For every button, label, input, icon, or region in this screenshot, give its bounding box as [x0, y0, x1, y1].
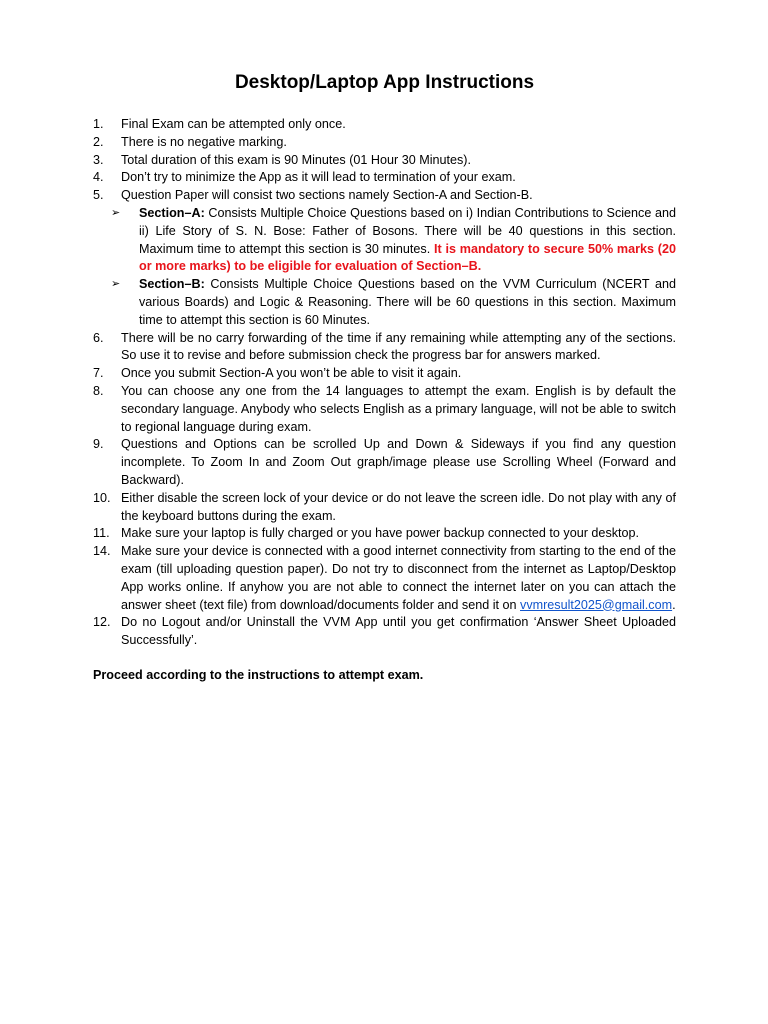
item-text: Total duration of this exam is 90 Minutes (01 Hour 30 Minutes).: [121, 152, 471, 167]
item-text: Once you submit Section-A you won’t be able to visit it again.: [121, 366, 462, 381]
list-item: [93, 525, 676, 543]
list-item: [93, 169, 676, 187]
email-link[interactable]: vvmresult2025@gmail.com: [520, 597, 673, 612]
item-text: You can choose any one from the 14 languages to attempt the exam. English is by default the secondary language. Anybody who selects English as a primary language, will not be able to switch to regional language during exam.: [121, 383, 676, 434]
item-text: Question Paper will consist two sections namely Section-A and Section-B.: [121, 188, 533, 203]
item-number: 5.: [93, 188, 104, 203]
item-text-with-email: [121, 543, 676, 614]
item-text: There is no negative marking.: [121, 134, 287, 149]
section-a-description: Consists Multiple Choice Questions based on i) Indian Contributions to Science and ii) Life Story of S. N. Bose: Father of Bosons. There will be 40 questions in this section. Maximum time to attempt this section is 30 minutes.: [139, 205, 676, 256]
section-b-label: Section–B:: [139, 277, 205, 292]
document-page: [93, 70, 676, 685]
section-b-item: [111, 276, 676, 329]
section-a-label: Section–A:: [139, 205, 205, 220]
instructions-list: [93, 116, 676, 205]
list-item: [93, 383, 676, 436]
item-text: There will be no carry forwarding of the time if any remaining while attempting any of the sections. So use it to revise and before submission check the progress bar for answers marked.: [121, 330, 676, 363]
arrow-bullet-icon: ➢: [111, 278, 121, 291]
item-text: Make sure your device is connected with a good internet connectivity from starting to the end of the exam (till uploading question paper). Do not try to disconnect from the internet as Laptop/Desktop App works online. If anyhow you are not able to connect the internet later on you can attach the answer sheet (text file) from download/documents folder and send it on: [121, 544, 676, 612]
arrow-bullet-icon: ➢: [111, 206, 121, 219]
list-item: [93, 116, 676, 134]
list-item: [93, 134, 676, 152]
section-a-mandatory-note: It is mandatory to secure 50% marks (20 or more marks) to be eligible for evaluation of Section–B.: [139, 241, 677, 274]
item-text: Questions and Options can be scrolled Up and Down & Sideways if you find any question incomplete. To Zoom In and Zoom Out graph/image please use Scrolling Wheel (Forward and Backward).: [121, 437, 676, 487]
item-text: Either disable the screen lock of your device or do not leave the screen idle. Do not play with any of the keyboard buttons during the exam.: [121, 490, 676, 523]
list-item: [93, 543, 676, 614]
item-number: 6.: [93, 330, 104, 345]
sections-sublist: [93, 205, 676, 330]
page-title: Desktop/Laptop App Instructions: [234, 72, 535, 93]
section-b-text: [139, 276, 676, 329]
item-number: 9.: [93, 437, 104, 452]
item-number: 12.: [93, 615, 111, 630]
item-number: 3.: [93, 152, 104, 167]
section-b-description: Consists Multiple Choice Questions based on the VVM Curriculum (NCERT and various Boards) and Logic & Reasoning. There will be 60 questions in this section. Maximum time to attempt this section is 60 Minutes.: [139, 277, 676, 327]
instructions-list-continued: [93, 330, 676, 650]
list-item: [93, 365, 676, 383]
item-number: 7.: [93, 366, 104, 381]
item-text: Do no Logout and/or Uninstall the VVM App until you get confirmation ‘Answer Sheet Uploaded Successfully’.: [121, 615, 676, 648]
item-number: 8.: [93, 383, 104, 398]
list-item: [93, 187, 676, 205]
item-number: 1.: [93, 117, 104, 131]
item-text: Make sure your laptop is fully charged or you have power backup connected to your desktop.: [121, 526, 640, 541]
list-item: [93, 436, 676, 489]
item-number: 2.: [93, 134, 104, 149]
item-text-end: .: [672, 597, 676, 612]
item-text: Don’t try to minimize the App as it will lead to termination of your exam.: [121, 170, 516, 185]
section-a-text: [139, 205, 676, 276]
section-a-item: [111, 205, 676, 276]
item-number: 4.: [93, 170, 104, 185]
item-number: 11.: [93, 526, 110, 541]
item-number: 14.: [93, 544, 111, 559]
list-item: [93, 490, 676, 526]
proceed-note: Proceed according to the instructions to attempt exam.: [93, 667, 424, 682]
item-text: Final Exam can be attempted only once.: [121, 117, 346, 131]
item-body: [121, 187, 676, 205]
list-item: [93, 614, 676, 650]
list-item: [93, 152, 676, 170]
list-item: [93, 330, 676, 366]
item-number: 10.: [93, 490, 111, 505]
